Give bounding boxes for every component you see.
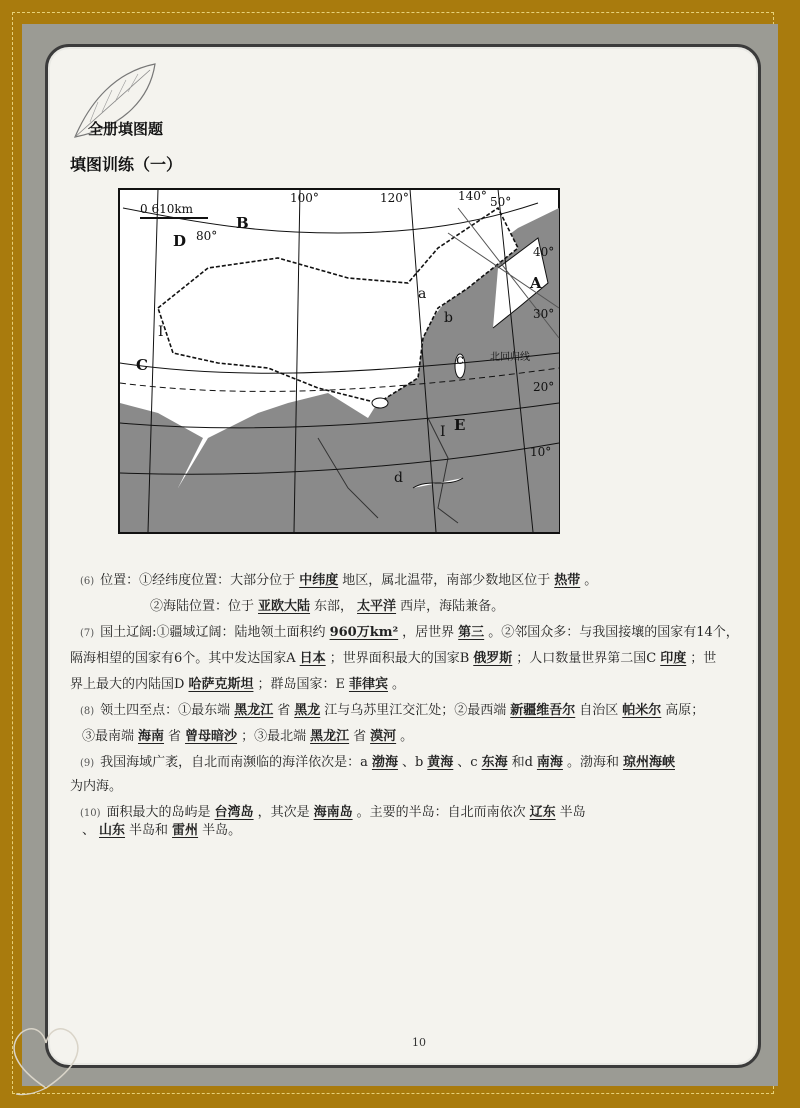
question-10-line2: 、 山东 半岛和 雷州 半岛。 (82, 823, 242, 838)
map-label-C: C (136, 356, 148, 374)
question-7-line1: (7) 国土辽阔:①疆域辽阔：陆地领土面积约 960万km² ，居世界 第三 。②邻国众多：与我国接壤的国家有14个， (80, 625, 739, 640)
map-label-D: D (173, 232, 187, 250)
svg-text:20°: 20° (533, 380, 555, 394)
page-number: 10 (412, 1036, 426, 1049)
question-6-line1: (6) 位置：①经纬度位置：大部分位于 中纬度 地区，属北温带，南部少数地区位于 热带 。 (80, 573, 598, 588)
svg-text:北回归线: 北回归线 (490, 352, 530, 363)
map-label-B: B (236, 214, 249, 232)
map-label-A: A (530, 274, 542, 292)
svg-text:50°: 50° (490, 195, 512, 209)
question-7-line2: 隔海相望的国家有6个。其中发达国家A 日本 ；世界面积最大的国家B 俄罗斯 ；人口数量世界第二国C 印度 ；世 (70, 651, 717, 666)
map-label-c: c (456, 352, 464, 368)
exercise-title: 填图训练（一） (70, 155, 183, 174)
question-8-line2: ③最南端 海南 省 曾母暗沙 ；③最北端 黑龙江 省 漠河 。 (82, 729, 414, 744)
svg-text:80°: 80° (196, 229, 218, 243)
svg-text:100°: 100° (290, 191, 319, 205)
svg-text:30°: 30° (533, 307, 555, 321)
question-9-line1: (9) 我国海域广袤，自北而南濒临的海洋依次是：a 渤海 、b 黄海 、c 东海 和d 南海 。渤海和 琼州海峡 (80, 755, 675, 770)
question-10-line1: (10) 面积最大的岛屿是 台湾岛 ，其次是 海南岛 。主要的半岛：自北而南依次 辽东 半岛 (80, 805, 586, 820)
map-scale: 0 610km (140, 202, 194, 216)
svg-text:I: I (158, 324, 164, 340)
map-label-b: b (444, 310, 453, 326)
heart-decoration-icon (6, 1018, 86, 1098)
map-label-E: E (454, 416, 466, 434)
svg-text:40°: 40° (533, 245, 555, 259)
question-9-line2: 为内海。 (70, 779, 123, 794)
svg-text:I: I (440, 424, 446, 440)
section-title: 全册填图题 (88, 120, 164, 138)
svg-text:10°: 10° (530, 445, 552, 459)
svg-text:120°: 120° (380, 191, 409, 205)
china-map (118, 188, 560, 534)
svg-text:140°: 140° (458, 189, 487, 203)
map-label-a: a (418, 286, 427, 302)
question-8-line1: (8) 领土四至点：①最东端 黑龙江 省 黑龙 江与乌苏里江交汇处；②最西端 新疆维吾尔 自治区 帕米尔 高原； (80, 703, 705, 718)
question-6-line2: ②海陆位置：位于 亚欧大陆 东部， 太平洋 西岸，海陆兼备。 (150, 599, 505, 614)
question-7-line3: 界上最大的内陆国D 哈萨克斯坦 ；群岛国家：E 菲律宾 。 (70, 677, 405, 692)
map-label-d: d (394, 470, 403, 486)
